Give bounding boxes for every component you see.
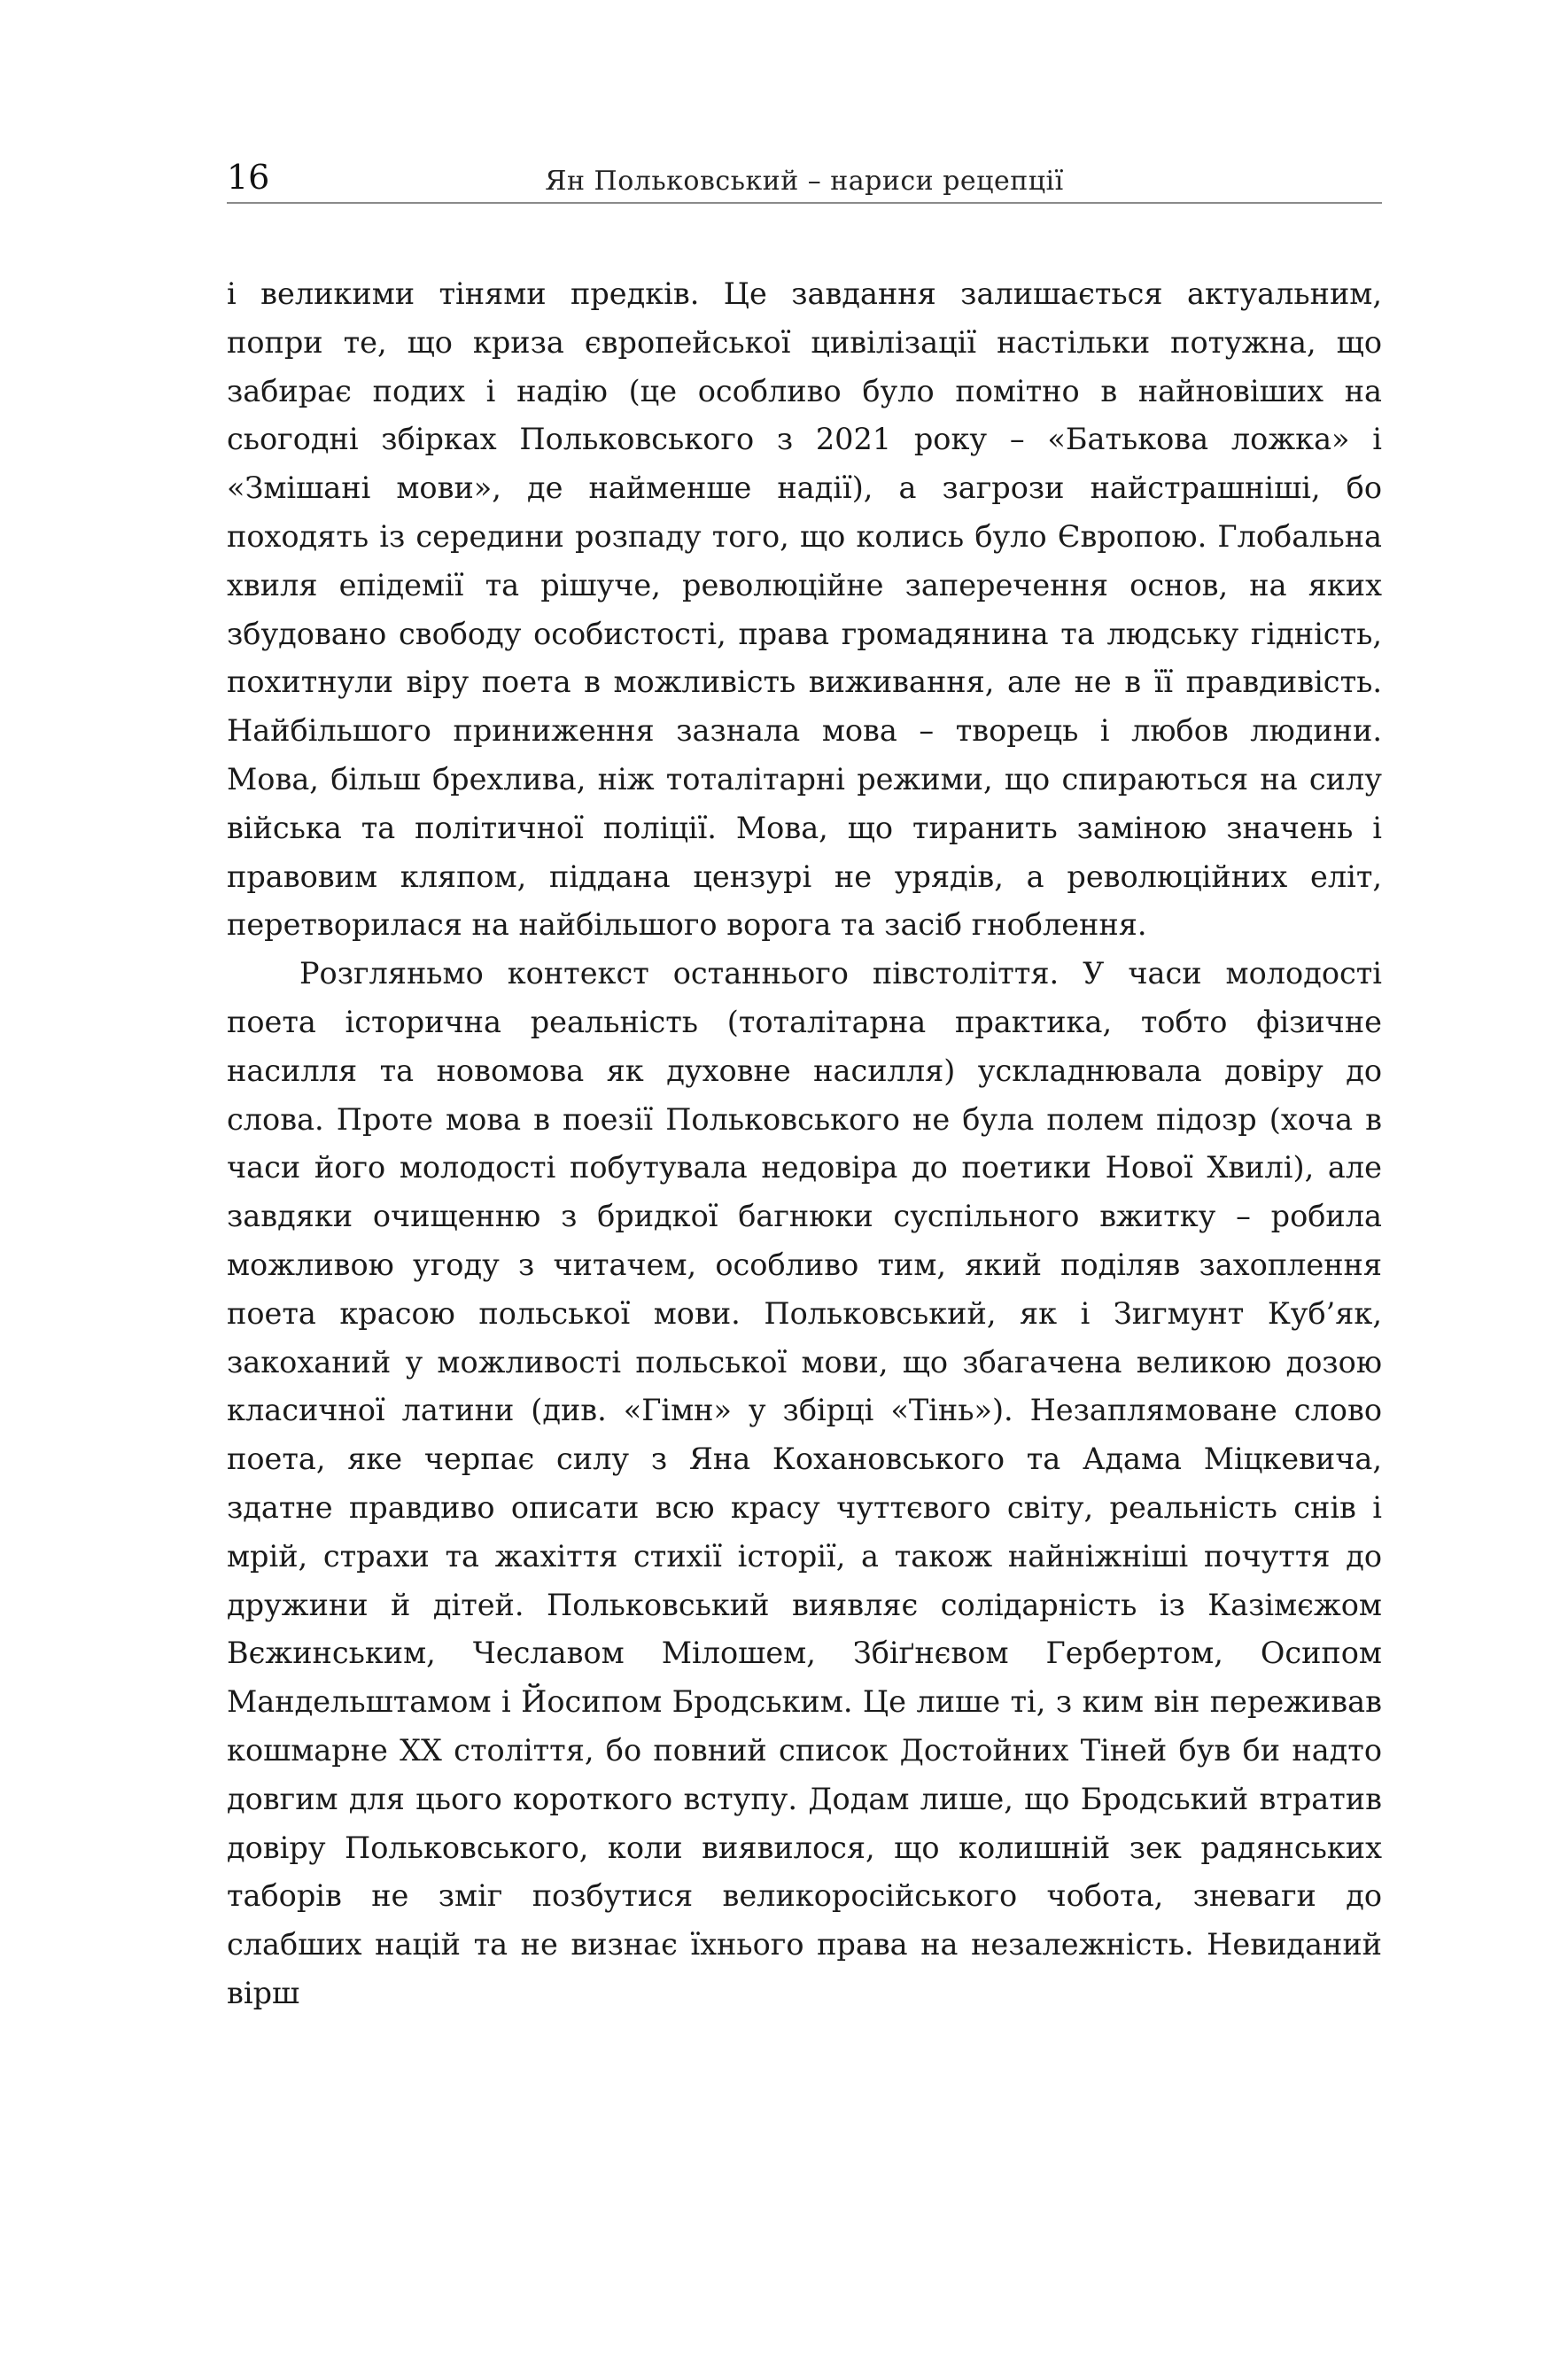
paragraph-continued: і великими тінями предків. Це завдання залишається актуальним, попри те, що криза європейської цивілізації настільки потужна, що забирає подих і надію (це особливо було помітно в найновіших на сьогодні збірках Польковського з 2021 року – «Батькова ложка» і «Змішані мови», де найменше надії), а загрози найстрашніші, бо походять із середини розпаду того, що колись було Європою. Глобальна хвиля епідемії та рішуче, революційне заперечення основ, на яких збудовано свободу особистості, права громадянина та людську гідність, похитнули віру поета в можливість виживання, але не в її правдивість. Найбільшого приниження зазнала мова – творець і любов людини. Мова, більш брехлива, ніж тоталітарні режими, що спираються на силу війська та політичної поліції. Мова, що тиранить заміною значень і правовим кляпом, піддана цензурі не урядів, а революційних еліт, перетворилася на найбільшого ворога та засіб гноблення. xyxy=(227,276,1382,943)
running-title: Ян Польковський – нариси рецепції xyxy=(545,166,1064,197)
page-header xyxy=(227,152,1382,204)
page-number: 16 xyxy=(227,158,270,197)
paragraph: Розгляньмо контекст останнього півстоліття. У часи молодості поета історична реальність (тоталітарна практика, тобто фізичне насилля та новомова як духовне насилля) ускладнювала довіру до слова. Проте мова в поезії Польковського не була полем підозр (хоча в часи його молодості побутувала недовіра до поетики Нової Хвилі), але завдяки очищенню з бридкої багнюки суспільного вжитку – робила можливою угоду з читачем, особливо тим, який поділяв захоплення поета красою польської мови. Польковський, як і Зигмунт Куб’як, закоханий у можливості польської мови, що збагачена великою дозою класичної латини (див. «Гімн» у збірці «Тінь»). Незаплямоване слово поета, яке черпає силу з Яна Кохановського та Адама Міцкевича, здатне правдиво описати всю красу чуттєвого світу, реальність снів і мрій, страхи та жахіття стихії історії, а також найніжніші почуття до дружини й дітей. Польковський виявляє солідарність із Казімєжом Вєжинським, Чеславом Мілошем, Збіґнєвом Гербертом, Осипом Мандельштамом і Йосипом Бродським. Це лише ті, з ким він переживав кошмарне XX століття, бо повний список Достойних Тіней був би надто довгим для цього короткого вступу. Додам лише, що Бродський втратив довіру Польковського, коли виявилося, що колишній зек радянських таборів не зміг позбутися великоросійського чобота, зневаги до слабших націй та не визнає їхнього права на незалежність. Невиданий вірш xyxy=(227,956,1382,2010)
body-text xyxy=(227,270,1382,2018)
